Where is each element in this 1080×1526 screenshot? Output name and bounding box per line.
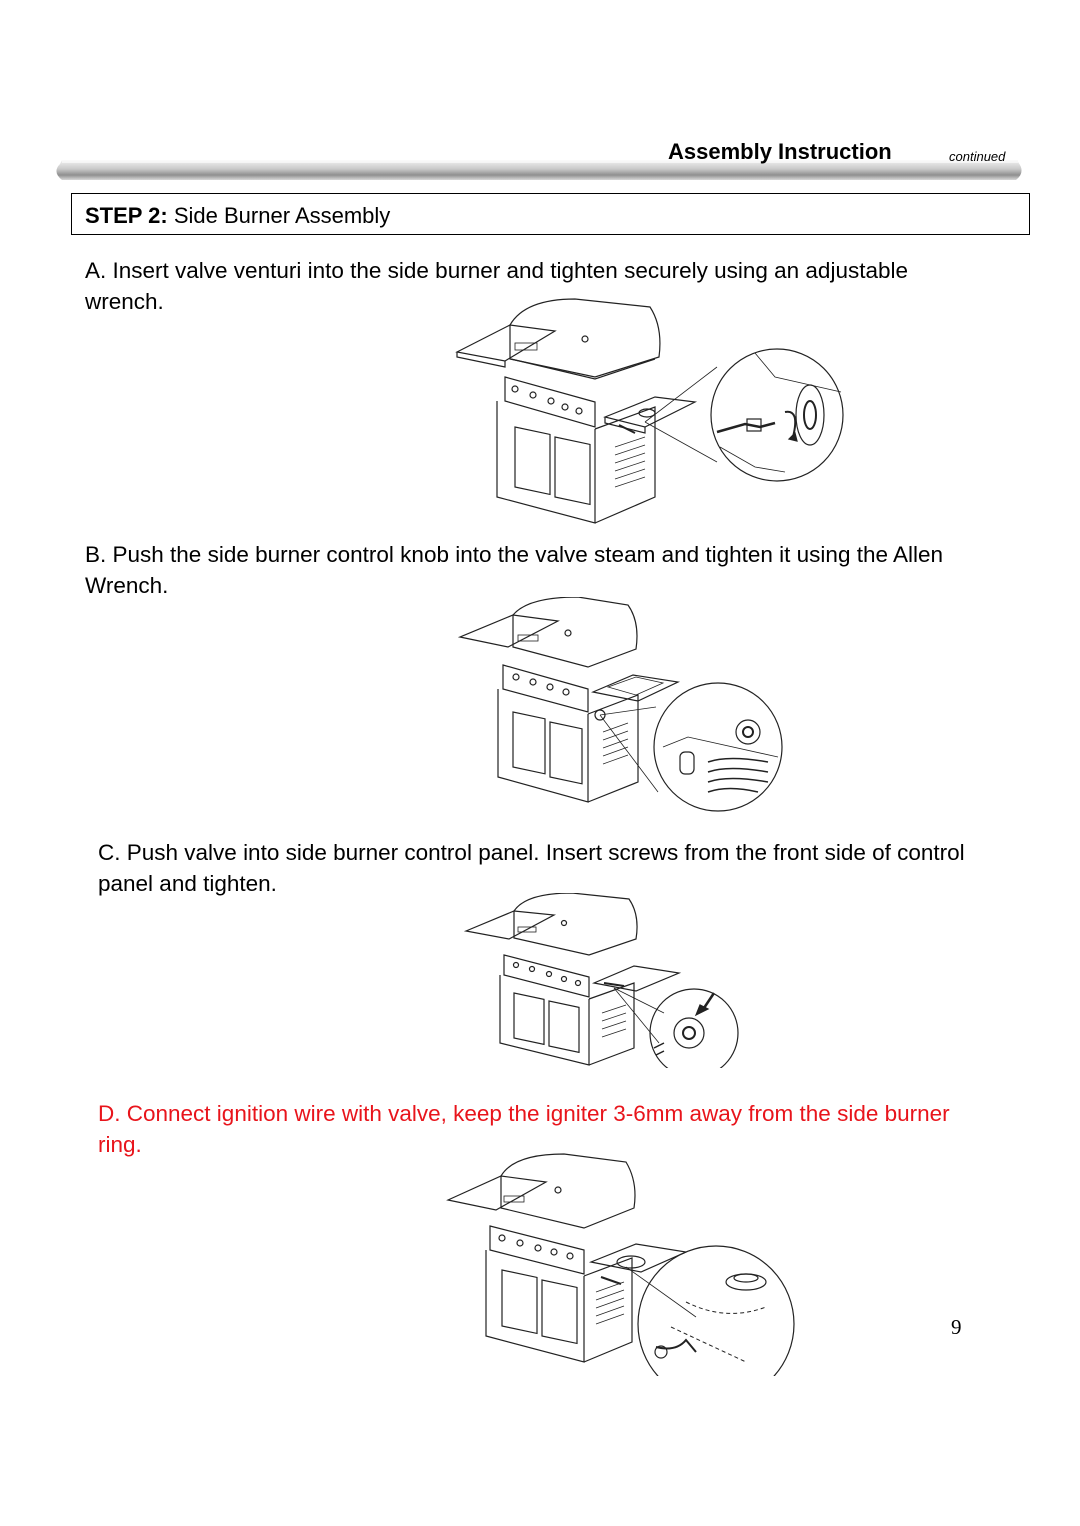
step-heading (85, 203, 390, 229)
figure-d-ignition-wire (446, 1152, 801, 1376)
section-subtitle: continued (949, 149, 1006, 164)
instruction-b: B. Push the side burner control knob into the valve steam and tighten it using the Allen Wrench. (85, 542, 944, 598)
step-label: STEP 2: (85, 203, 168, 228)
instruction-d-warning: D. Connect ignition wire with valve, keep the igniter 3-6mm away from the side burner ring. (98, 1101, 950, 1157)
step-title: Side Burner Assembly (167, 203, 391, 228)
figure-a-grill-side-burner (455, 297, 845, 527)
instruction-c: C. Push valve into side burner control panel. Insert screws from the front side of control panel and tighten. (98, 840, 965, 896)
page-number: 9 (951, 1315, 962, 1339)
step-heading-box (71, 193, 1030, 235)
instruction-a: A. Insert valve venturi into the side burner and tighten securely using an adjustable wrench. (85, 258, 908, 314)
section-title: Assembly Instruction (668, 139, 892, 164)
figure-b-control-knob (458, 597, 788, 815)
figure-c-valve-panel (464, 893, 764, 1068)
